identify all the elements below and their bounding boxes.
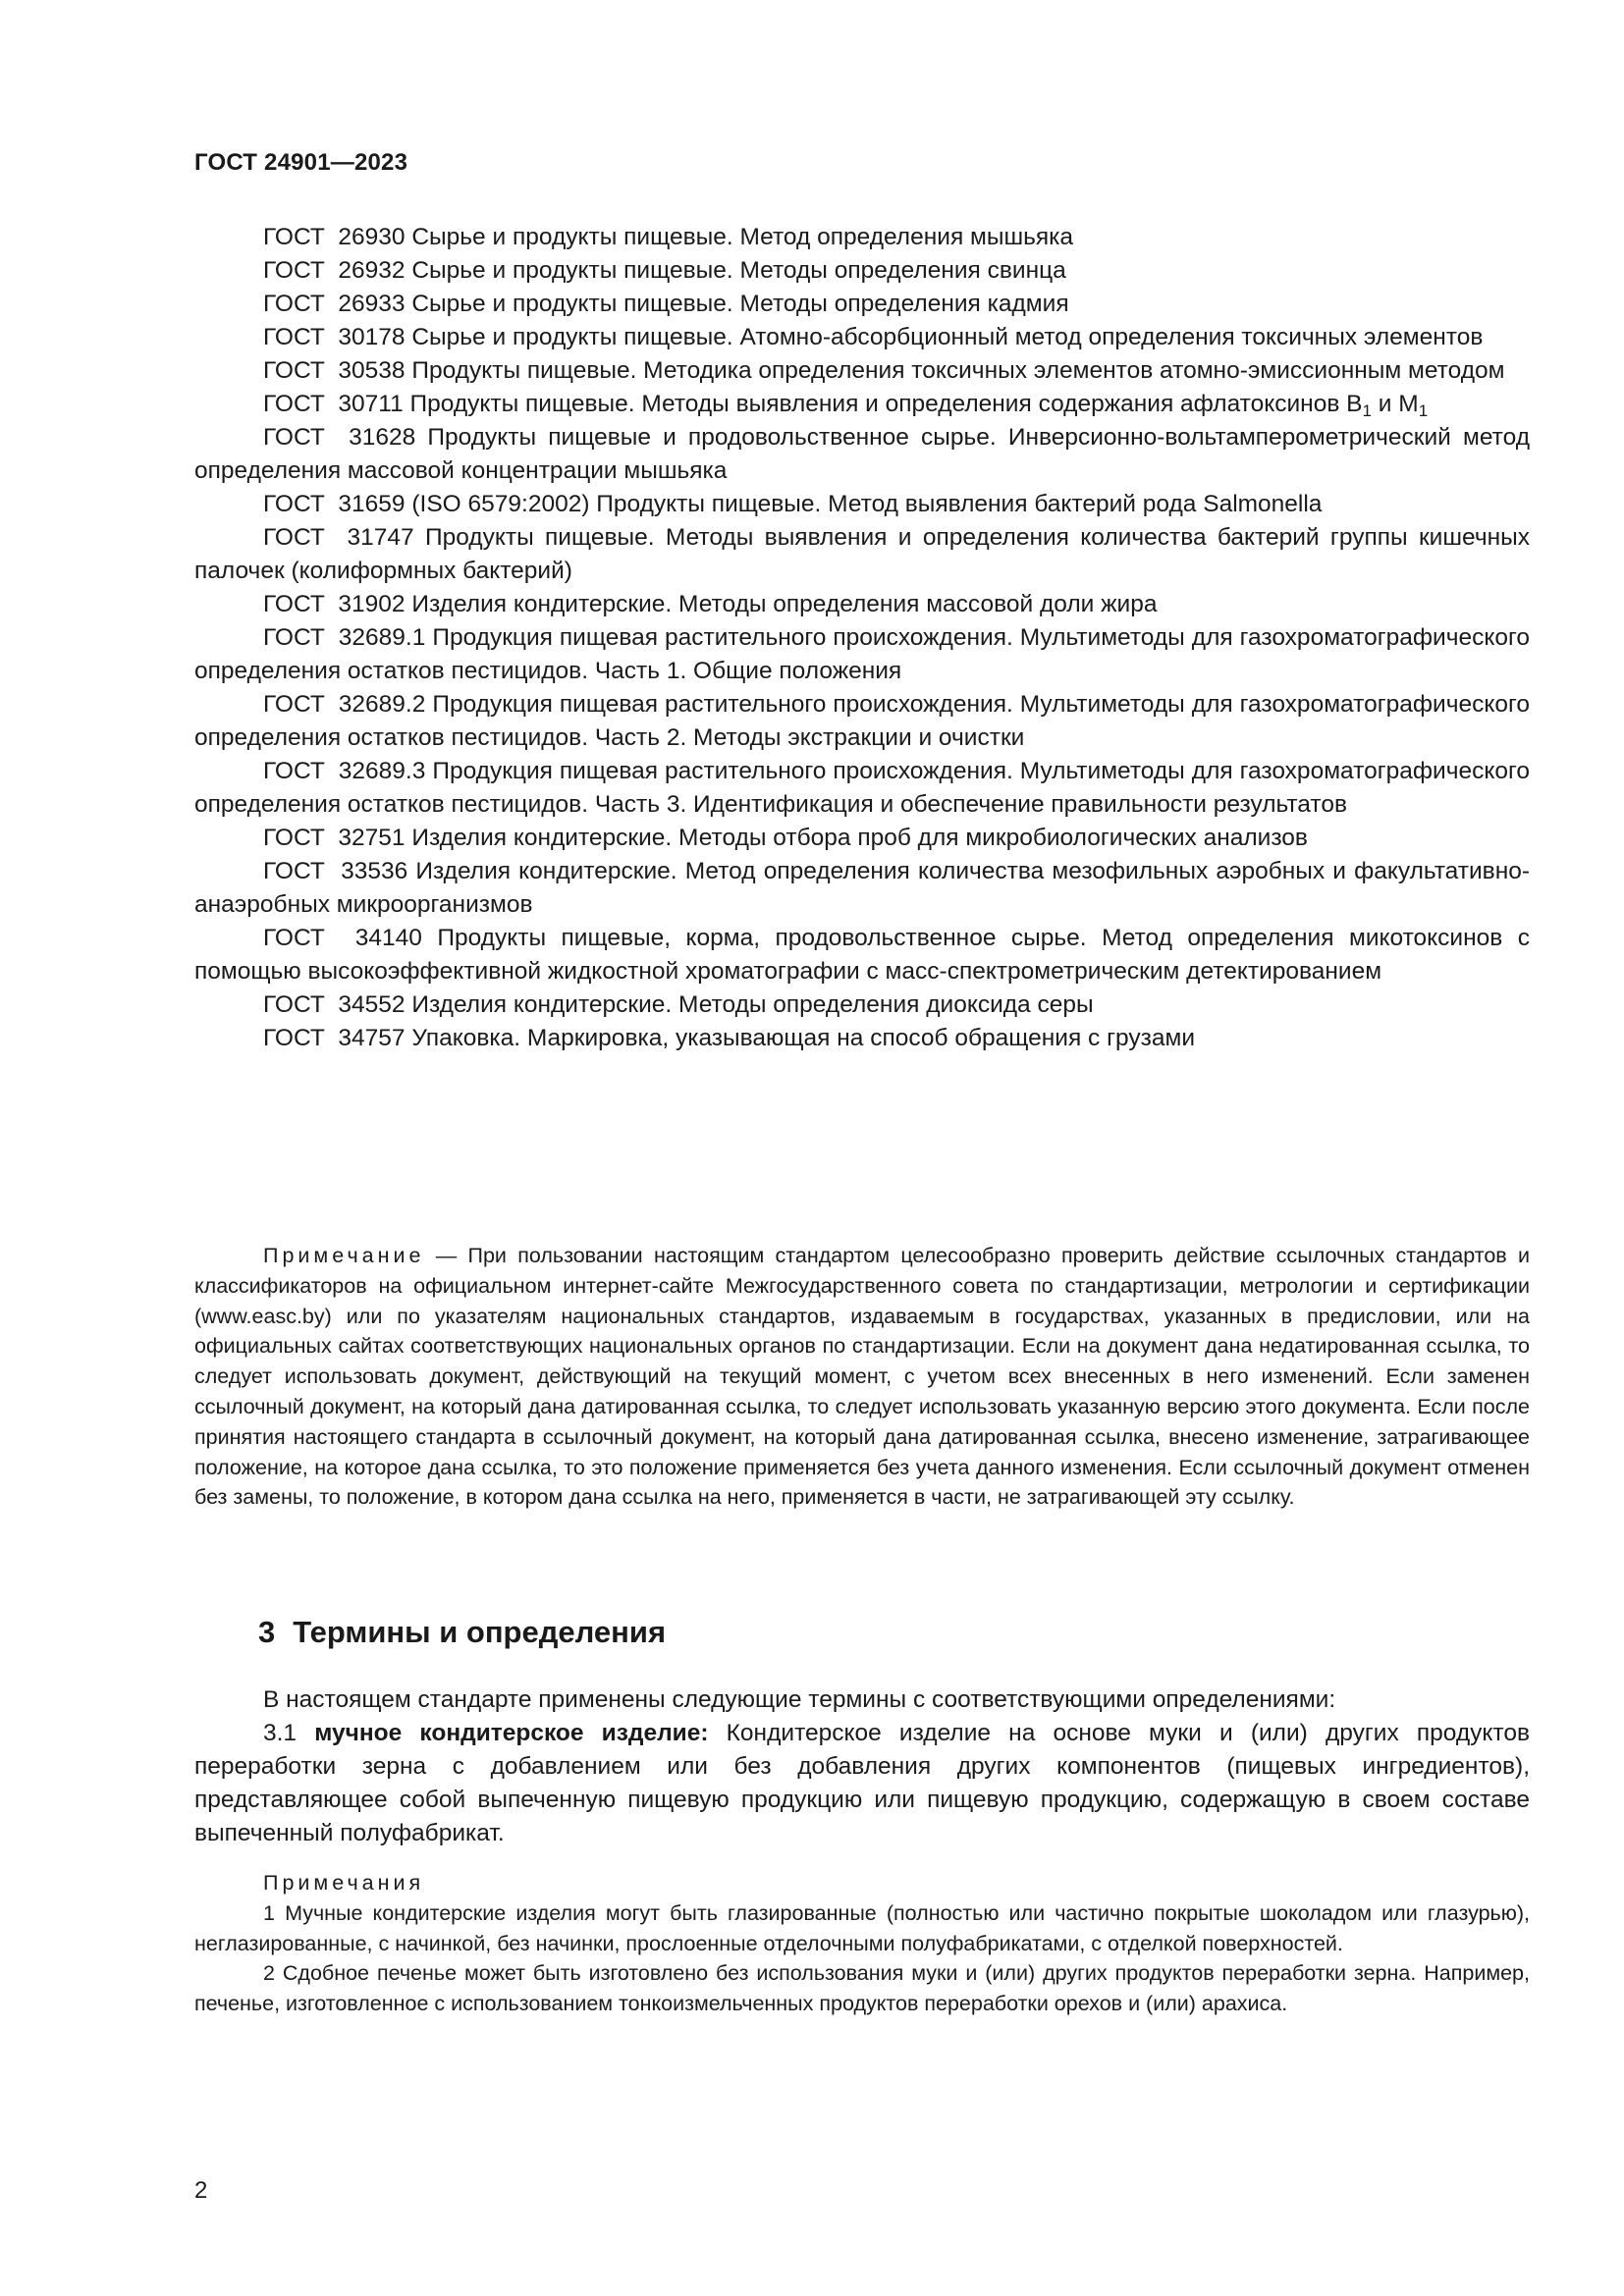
reference-title: Продукция пищевая растительного происхождения. Мультиметоды для газохроматографического определения остатков пестицидов. Часть 2. Методы экстракции и очистки: [194, 691, 1531, 751]
reference-code: ГОСТ 31747: [263, 524, 414, 551]
reference-title: Продукты пищевые. Методика определения токсичных элементов атомно-эмиссионным методом: [411, 357, 1505, 384]
reference-code: ГОСТ 31902: [263, 591, 406, 617]
reference-title: Продукция пищевая растительного происхождения. Мультиметоды для газохроматографического определения остатков пестицидов. Часть 1. Общие положения: [194, 624, 1531, 684]
reference-item: [194, 254, 1530, 288]
reference-code: ГОСТ 34757: [263, 1025, 406, 1051]
reference-code: ГОСТ 32689.3: [263, 758, 426, 784]
subscript: 1: [1362, 401, 1372, 420]
reference-item: [194, 288, 1530, 321]
note-item: 1 Мучные кондитерские изделия могут быть глазированные (полностью или частично покрытые шоколадом или глазурью), неглазированные, с начинкой, без начинки, прослоенные отделочными полуфабрикатами, с отделкой поверхностей.: [194, 1900, 1530, 1955]
reference-title: Сырье и продукты пищевые. Атомно-абсорбционный метод определения токсичных элементов: [411, 324, 1484, 350]
reference-title: Продукты пищевые. Методы выявления и определения содержания афлатоксинов: [409, 391, 1340, 417]
reference-item: [194, 421, 1530, 488]
reference-title: Сырье и продукты пищевые. Метод определения мышьяка: [411, 224, 1074, 250]
term-name: мучное кондитерское изделие:: [314, 1720, 709, 1746]
reference-title: Продукты пищевые и продовольственное сырье. Инверсионно-вольтамперометрический метод определения массовой концентрации мышьяка: [194, 424, 1530, 484]
term-number: 3.1: [263, 1720, 298, 1746]
reference-item: [194, 388, 1530, 421]
section-heading: [258, 1615, 666, 1650]
term-definition: [194, 1717, 1530, 1850]
aflatoxin-m: и М: [1371, 391, 1419, 417]
reference-code: ГОСТ 30178: [263, 324, 406, 350]
reference-title: Изделия кондитерские. Метод определения количества мезофильных аэробных и факультативно-анаэробных микроорганизмов: [194, 858, 1531, 918]
reference-item: [194, 988, 1530, 1022]
term-text: Кондитерское изделие на основе муки и (или) других продуктов переработки зерна с добавлением или без добавления других компонентов (пищевых ингредиентов), представляющее собой выпеченную пищевую продукцию или пищевую продукцию, содержащую в своем составе выпеченный полуфабрикат.: [194, 1720, 1531, 1846]
reference-item: [194, 922, 1530, 988]
reference-item: [194, 621, 1530, 688]
aflatoxin-b: В: [1346, 391, 1363, 417]
reference-item: [194, 822, 1530, 855]
reference-item: [194, 755, 1530, 822]
reference-code: ГОСТ 31628: [263, 424, 416, 451]
section-title: Термины и определения: [293, 1615, 667, 1649]
reference-title: (ISO 6579:2002) Продукты пищевые. Метод выявления бактерий рода Salmonella: [411, 491, 1323, 517]
reference-item: [194, 321, 1530, 354]
notes-label-text: Примечания: [263, 1871, 425, 1895]
reference-code: ГОСТ 33536: [263, 858, 408, 884]
reference-code: ГОСТ 26932: [263, 257, 406, 284]
reference-title: Продукция пищевая растительного происхождения. Мультиметоды для газохроматографического определения остатков пестицидов. Часть 3. Идентификация и обеспечение правильности результатов: [194, 758, 1531, 818]
reference-item: [194, 688, 1530, 755]
normative-references: [194, 221, 1530, 1055]
notes-label: [194, 1868, 1530, 1898]
reference-title: Продукты пищевые. Методы выявления и определения количества бактерий группы кишечных палочек (колиформных бактерий): [194, 524, 1530, 584]
reference-title: Сырье и продукты пищевые. Методы определения кадмия: [411, 291, 1069, 317]
note-item: 2 Сдобное печенье может быть изготовлено без использования муки и (или) других продуктов переработки зерна. Например, печенье, изготовленное с использованием тонкоизмельченных продуктов переработки орехов и (или) арахиса.: [194, 1961, 1530, 2016]
reference-code: ГОСТ 32751: [263, 825, 406, 851]
reference-code: ГОСТ 32689.2: [263, 691, 426, 718]
page-number: 2: [194, 2177, 208, 2204]
note-text: — При пользовании настоящим стандартом целесообразно проверить действие ссылочных стандартов и классификаторов на официальном интернет-сайте Межгосударственного совета по стандартизации, метрологии и сертификации (www.easc.by) или по указателям национальных стандартов, издаваемым в государствах, указанных в предисловии, или на официальных сайтах соответствующих национальных органов по стандартизации. Если на документ дана недатированная ссылка, то следует использовать документ, действующий на текущий момент, с учетом всех внесенных в него изменений. Если заменен ссылочный документ, на который дана датированная ссылка, то следует использовать указанную версию этого документа. Если после принятия настоящего стандарта в ссылочный документ, на который дана датированная ссылка, внесено изменение, затрагивающее положение, на которое дана ссылка, то это положение применяется без учета данного изменения. Если ссылочный документ отменен без замены, то положение, в котором дана ссылка на него, применяется в части, не затрагивающей эту ссылку.: [194, 1244, 1530, 1510]
section-number: 3: [258, 1615, 276, 1649]
reference-item: [194, 221, 1530, 254]
reference-code: ГОСТ 30711: [263, 391, 404, 417]
section-intro: В настоящем стандарте применены следующие термины с соответствующими определениями:: [263, 1686, 1336, 1713]
reference-title: Сырье и продукты пищевые. Методы определения свинца: [411, 257, 1066, 284]
reference-title: Продукты пищевые, корма, продовольственное сырье. Метод определения микотоксинов с помощью высокоэффективной жидкостной хроматографии с масс-спектрометрическим детектированием: [194, 925, 1530, 985]
reference-item: [194, 855, 1530, 922]
reference-item: [194, 588, 1530, 621]
reference-item: [194, 521, 1530, 588]
reference-title: Изделия кондитерские. Методы определения массовой доли жира: [411, 591, 1158, 617]
section-body: [194, 1683, 1530, 1850]
reference-item: [194, 1022, 1530, 1055]
reference-code: ГОСТ 31659: [263, 491, 406, 517]
subscript: 1: [1418, 401, 1429, 420]
references-note: [194, 1241, 1530, 1513]
reference-code: ГОСТ 26933: [263, 291, 406, 317]
reference-title: Изделия кондитерские. Методы отбора проб для микробиологических анализов: [411, 825, 1308, 851]
document-header: ГОСТ 24901—2023: [194, 149, 408, 176]
reference-code: ГОСТ 34140: [263, 925, 422, 951]
reference-code: ГОСТ 34552: [263, 991, 406, 1018]
term-notes: [194, 1868, 1530, 2019]
reference-code: ГОСТ 26930: [263, 224, 406, 250]
reference-code: ГОСТ 32689.1: [263, 624, 426, 651]
reference-item: [194, 354, 1530, 388]
reference-title: Упаковка. Маркировка, указывающая на способ обращения с грузами: [411, 1025, 1196, 1051]
reference-title: Изделия кондитерские. Методы определения диоксида серы: [411, 991, 1094, 1018]
reference-item: [194, 488, 1530, 521]
note-label: Примечание: [263, 1244, 425, 1267]
reference-code: ГОСТ 30538: [263, 357, 406, 384]
